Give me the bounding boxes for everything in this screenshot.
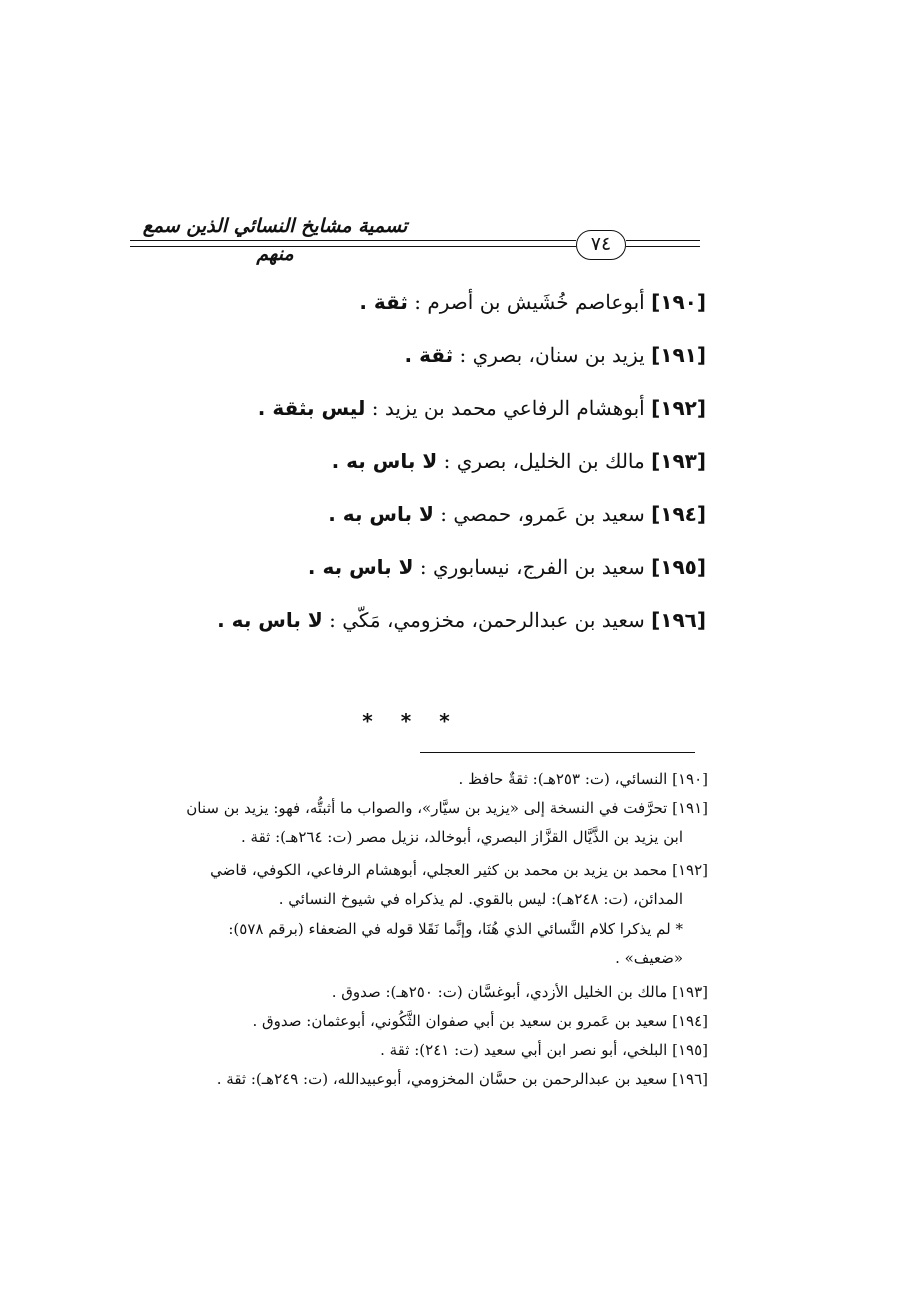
header-rule-right: [626, 240, 700, 241]
footnote-192-note: * لم يذكرا كلام النَّسائي الذي هُنَا، وإنَّما نَقَلا قوله في الضعفاء (برقم ٥٧٨):: [228, 920, 683, 938]
footnote-192-note-continued: «ضعيف» .: [615, 949, 683, 967]
entry-grade: ليس بثقة .: [257, 396, 366, 420]
footnote-191-continued: ابن يزيد بن الذَّيَّال القزَّاز البصري، أبوخالد، نزيل مصر (ت: ٢٦٤هـ): ثقة .: [241, 828, 683, 846]
entry-grade: ثقة .: [404, 343, 454, 367]
entry-grade: لا باس به .: [307, 555, 414, 579]
footnote-194: [١٩٤] سعيد بن عَمرو بن سعيد بن أبي صفوان الثَّكُوني، أبوعثمان: صدوق .: [252, 1012, 708, 1030]
entry-text: أبوعاصم خُشَيش بن أصرم :: [414, 290, 645, 314]
header-rule-right-lower: [626, 246, 700, 247]
footnote-191: [١٩١] تحرَّفت في النسخة إلى «يزيد بن سيَّار»، والصواب ما أثبتُّه، فهو: يزيد بن سنان: [186, 799, 708, 817]
footnote-rule: [420, 752, 695, 753]
footnote-195: [١٩٥] البلخي، أبو نصر ابن أبي سعيد (ت: ٢٤١): ثقة .: [380, 1041, 708, 1059]
entry-grade: لا باس به .: [331, 449, 438, 473]
footnote-190: [١٩٠] النسائي، (ت: ٢٥٣هـ): ثقةٌ حافظ .: [458, 770, 708, 788]
running-title: تسمية مشايخ النسائي الذين سمع منهم: [142, 215, 408, 265]
entry-number: [١٩٠]: [651, 290, 706, 314]
header-rule-left-lower: [130, 246, 576, 247]
entry-195: [308, 549, 706, 585]
header-rule-left: [130, 240, 576, 241]
entry-number: [١٩٢]: [651, 396, 706, 420]
entry-193: [332, 443, 706, 479]
entry-text: يزيد بن سنان، بصري :: [459, 343, 645, 367]
entry-text: سعيد بن عبدالرحمن، مخزومي، مَكّي :: [329, 608, 645, 632]
entry-grade: لا باس به .: [328, 502, 434, 526]
footnote-193: [١٩٣] مالك بن الخليل الأزدي، أبوغسَّان (ت: ٢٥٠هـ): صدوق .: [331, 983, 708, 1001]
footnote-192: [١٩٢] محمد بن يزيد بن محمد بن كثير العجلي، أبوهشام الرفاعي، الكوفي، قاضي: [210, 861, 708, 879]
entry-number: [١٩٣]: [651, 449, 706, 473]
entry-196: [217, 602, 706, 638]
page-number: ٧٤: [576, 230, 626, 260]
entry-number: [١٩٤]: [651, 502, 706, 526]
section-separator: ***: [362, 709, 478, 733]
entry-number: [١٩١]: [651, 343, 706, 367]
entry-text: سعيد بن عَمرو، حمصي :: [440, 502, 645, 526]
entry-190: [359, 284, 706, 320]
entry-text: مالك بن الخليل، بصري :: [443, 449, 645, 473]
entry-192: [258, 390, 706, 426]
entry-grade: ثقة .: [359, 290, 408, 314]
entry-191: [405, 337, 706, 373]
entry-194: [328, 496, 706, 532]
footnote-196: [١٩٦] سعيد بن عبدالرحمن بن حسَّان المخزومي، أبوعبيدالله، (ت: ٢٤٩هـ): ثقة .: [216, 1070, 708, 1088]
entry-number: [١٩٦]: [651, 608, 706, 632]
entry-grade: لا باس به .: [217, 608, 323, 632]
entry-number: [١٩٥]: [651, 555, 706, 579]
footnote-192-continued: المدائن، (ت: ٢٤٨هـ): ليس بالقوي. لم يذكراه في شيوخ النسائي .: [278, 890, 683, 908]
entry-text: أبوهشام الرفاعي محمد بن يزيد :: [371, 396, 645, 420]
entry-text: سعيد بن الفرج، نيسابوري :: [419, 555, 645, 579]
